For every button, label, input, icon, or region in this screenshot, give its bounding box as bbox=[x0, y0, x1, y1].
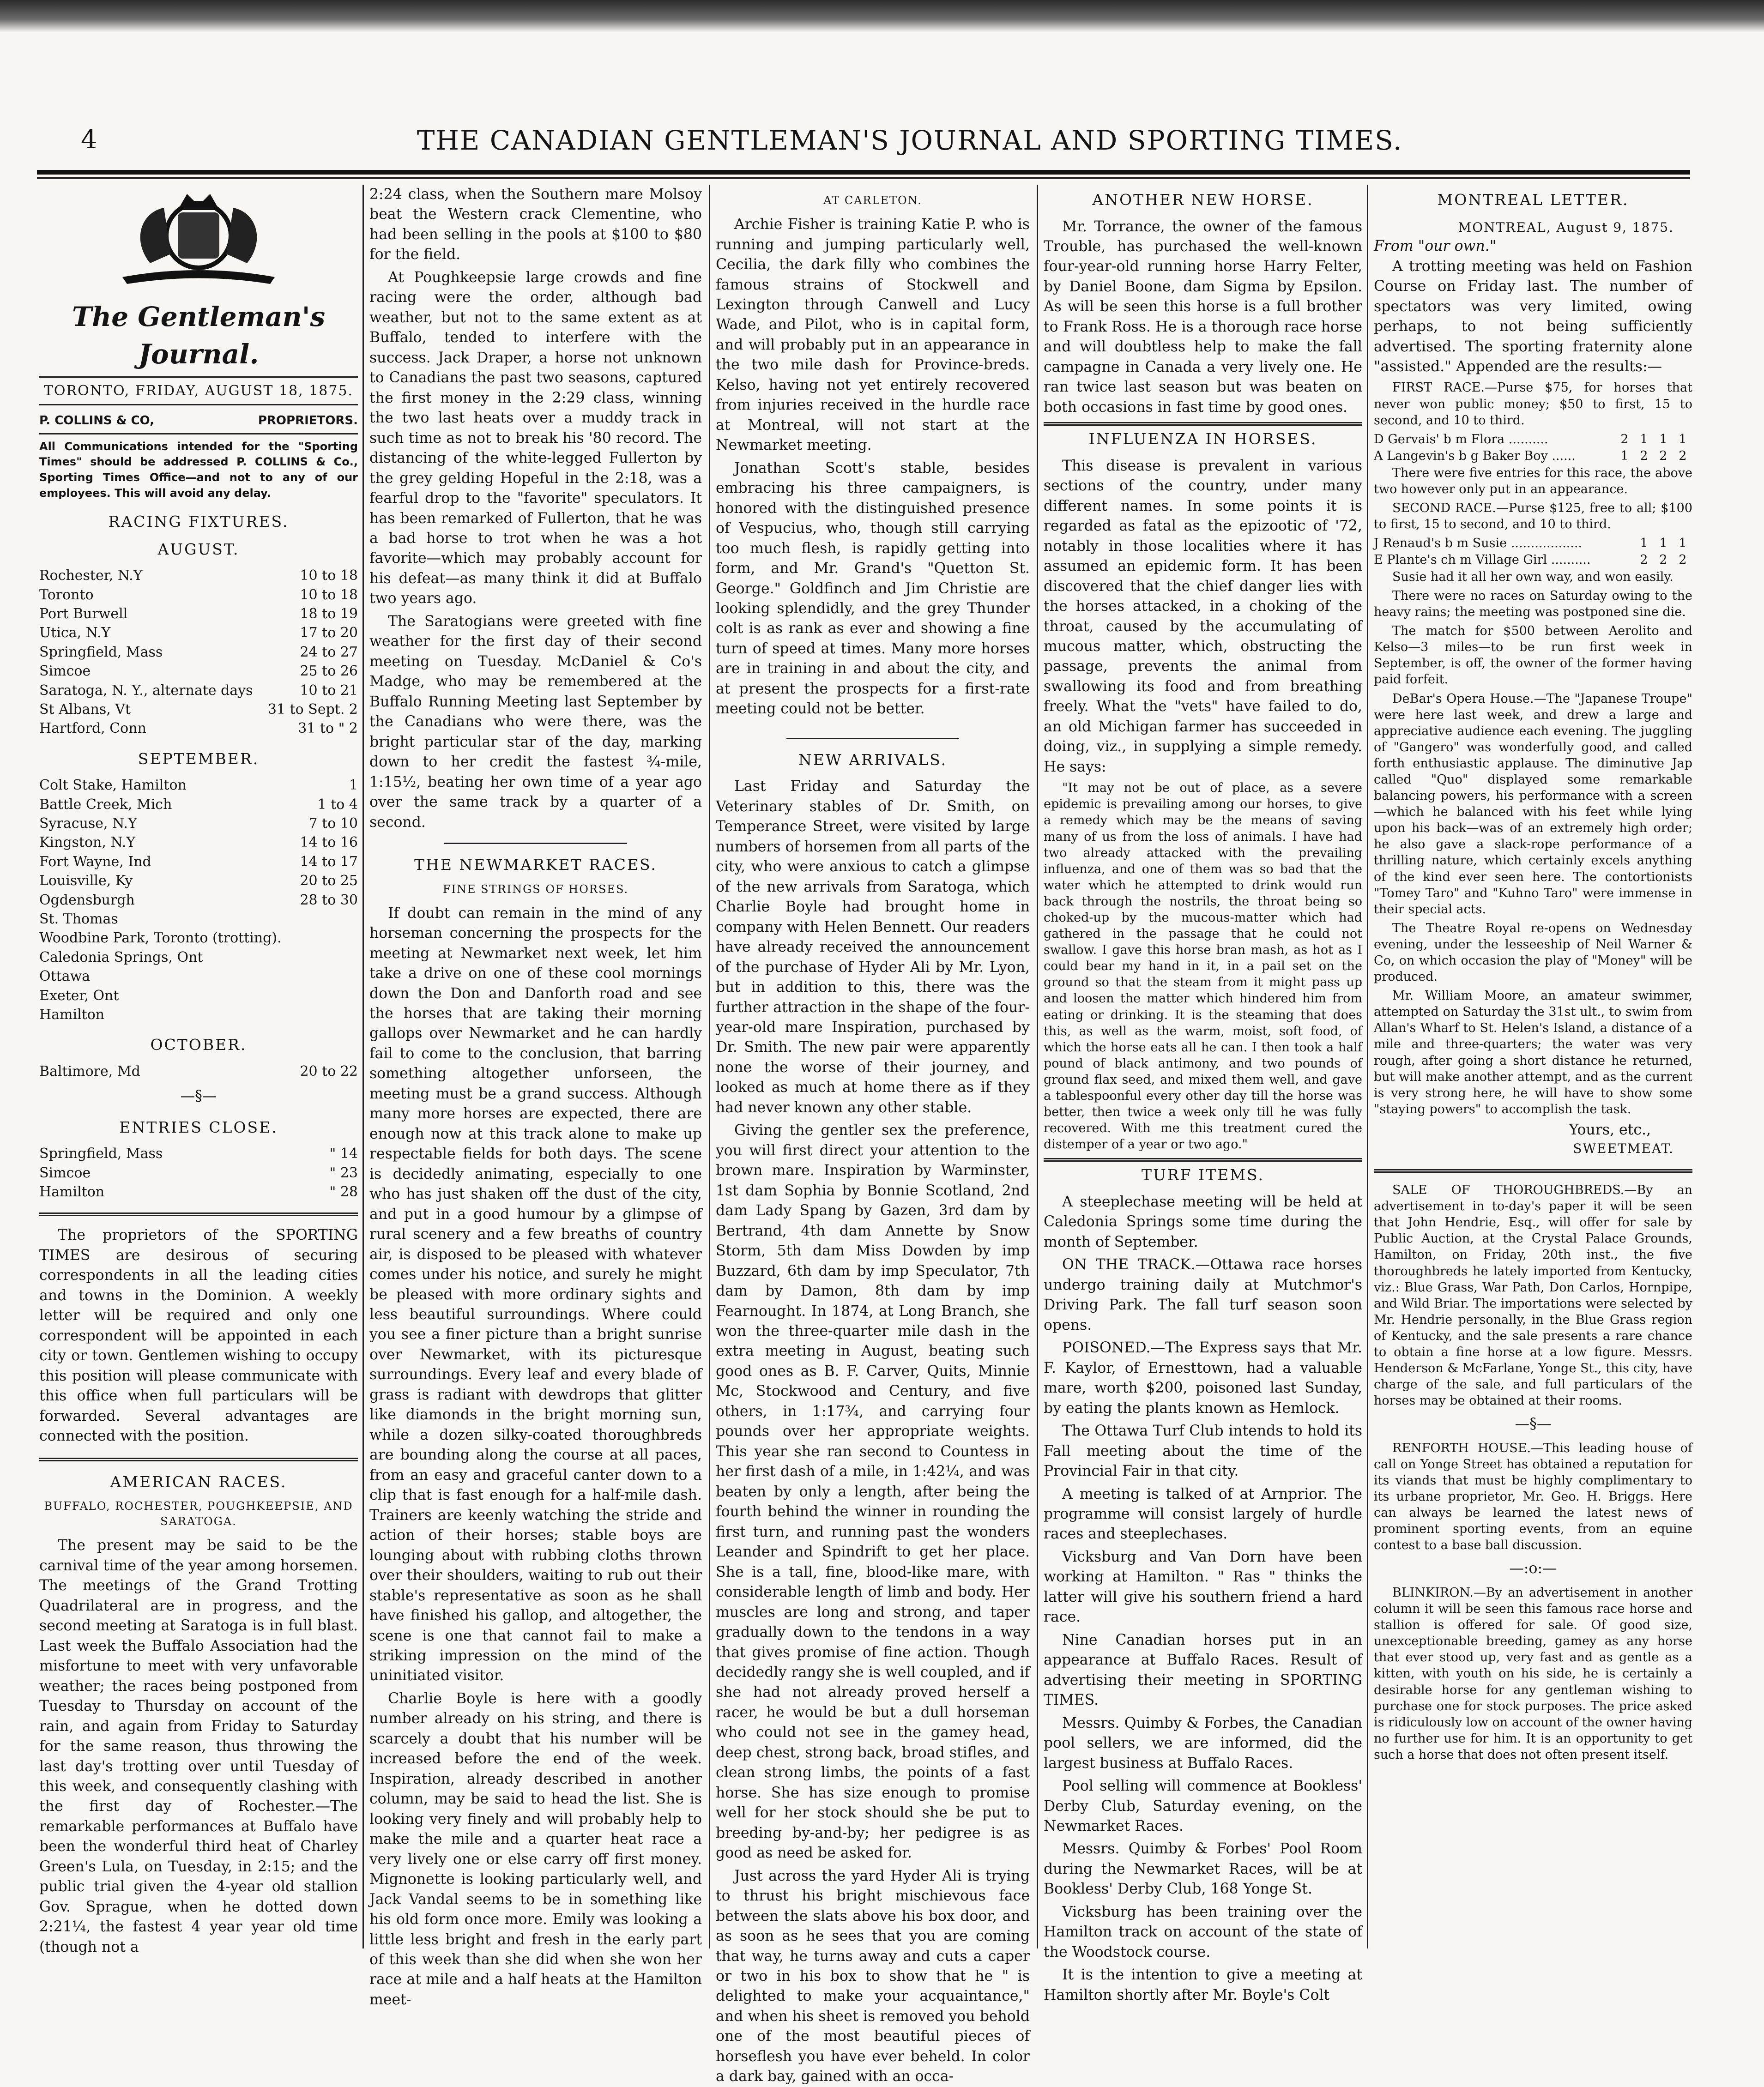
result-row bbox=[1374, 535, 1692, 552]
turf-item: A meeting is talked of at Arnprior. The programme will consist largely of hurdle races and steeplechases. bbox=[1044, 1485, 1362, 1543]
article-paragraph: The match for $500 between Aerolito and Kelso—3 miles—to be run first week in September, is off, the owner of the former having paid forfeit. bbox=[1374, 624, 1692, 687]
article-paragraph: Mr. William Moore, an amateur swimmer, attempted on Saturday the 31st ult., to swim from Allan's Wharf to St. Helen's Island, a distance of a mile and three-quarters; the water was very rough, after going a short distance he returned, but will make another attempt, and as the current is very strong here, he will have to show some "staying powers" to accomplish the task. bbox=[1374, 989, 1692, 1116]
race-note: There were five entries for this race, the above two however only put in an appearance. bbox=[1374, 465, 1692, 496]
section-divider: —§— bbox=[1515, 1416, 1552, 1433]
fixture-venue: St. Thomas bbox=[39, 911, 118, 928]
heat-place: 1 bbox=[1640, 536, 1648, 550]
fixture-venue: St Albans, Vt bbox=[39, 701, 131, 718]
scan-edge bbox=[0, 0, 1764, 32]
column-rule bbox=[1037, 185, 1038, 1948]
fixture-dates: 14 to 16 bbox=[300, 834, 358, 851]
heat-place: 2 bbox=[1620, 432, 1629, 446]
fixture-venue: Caledonia Springs, Ont bbox=[39, 949, 203, 965]
column-1 bbox=[39, 185, 358, 1955]
article-paragraph: The Saratogians were greeted with fine weather for the first day of their second meeting on Tuesday. McDaniel & Co's Madge, who may be remembered at the Buffalo Running Meeting last September by the Canadians who were there, was the bright particular star of the day, marking down to her credit the fastest ¾-mile, 1:15½, beating her own time of a year ago over the same track by a quarter of a second. bbox=[369, 613, 702, 831]
race-description: FIRST RACE.—Purse $75, for horses that never won public money; $50 to first, 15 to second, and 10 to third. bbox=[1374, 380, 1692, 428]
fixture-venue: Syracuse, N.Y bbox=[39, 815, 137, 832]
fixture-venue: Exeter, Ont bbox=[39, 987, 119, 1004]
section-heading: ENTRIES CLOSE. bbox=[119, 1118, 278, 1136]
article-paragraph: The proprietors of the SPORTING TIMES are desirous of securing correspondents in all the leading cities and towns in the Dominion. A weekly letter will be required and only one correspondent will be appointed in each city or town. Gentlemen wishing to occupy this position will please communicate with this office when full particulars will be forwarded. Several advantages are connected with the position. bbox=[39, 1227, 358, 1445]
fixture-row bbox=[39, 929, 358, 947]
section-heading: INFLUENZA IN HORSES. bbox=[1088, 430, 1317, 448]
article-paragraph: The Theatre Royal re-opens on Wednesday evening, under the lesseeship of Neil Warner & Co, on which occasion the play of "Money" will be produced. bbox=[1374, 921, 1692, 984]
fixture-list-august bbox=[39, 566, 358, 738]
heat-place: 1 bbox=[1679, 432, 1687, 446]
section-divider: —:o:— bbox=[1509, 1560, 1557, 1577]
heat-place: 1 bbox=[1620, 449, 1629, 464]
heat-place: 1 bbox=[1679, 536, 1687, 550]
fixture-row bbox=[39, 910, 358, 929]
fixture-venue: Simcoe bbox=[39, 1164, 91, 1181]
fixture-dates: 10 to 21 bbox=[300, 682, 358, 699]
fixture-row bbox=[39, 623, 358, 642]
header-rule bbox=[37, 170, 1690, 175]
turf-item: POISONED.—The Express says that Mr. F. Kaylor, of Ernesttown, had a valuable mare, worth $200, poisoned last Sunday, by eating the plants known as Hemlock. bbox=[1044, 1339, 1362, 1417]
column-2 bbox=[369, 185, 702, 2008]
fixture-row bbox=[39, 833, 358, 852]
heat-place: 2 bbox=[1640, 449, 1648, 464]
fixture-dates: 31 to Sept. 2 bbox=[267, 701, 358, 718]
race-results bbox=[1374, 535, 1692, 569]
fixture-dates: 18 to 19 bbox=[300, 606, 358, 622]
fixture-dates: 20 to 22 bbox=[300, 1063, 358, 1080]
turf-item: Nine Canadian horses put in an appearance at Buffalo Races. Result of advertising their meeting in SPORTING TIMES. bbox=[1044, 1631, 1362, 1709]
fixture-row bbox=[39, 986, 358, 1005]
section-heading: RACING FIXTURES. bbox=[108, 513, 289, 531]
column-3 bbox=[716, 185, 1030, 2085]
section-divider: —§— bbox=[180, 1088, 217, 1105]
fixture-dates: 17 to 20 bbox=[300, 625, 358, 641]
fixture-row bbox=[39, 643, 358, 662]
fixture-list-september bbox=[39, 776, 358, 1024]
fixture-row bbox=[39, 852, 358, 871]
column-4 bbox=[1044, 185, 1362, 2003]
proprietors-label: PROPRIETORS. bbox=[258, 413, 358, 428]
article-paragraph: Jonathan Scott's stable, besides embracing his three campaigners, is honored with the distinguished presence of Vespucius, who, though still carrying too much flesh, is rapidly getting into form, and Mr. Grand's "Quetton St. George." Goldfinch and Jim Christie are looking splendidly, and the grey Thunder colt is as rank as ever and showing a fine turn of speed at times. Many more horses are in training in and about the city, and at present the prospects for a first-rate meeting could not be better. bbox=[716, 459, 1030, 718]
nameplate: The Gentleman's Journal. bbox=[72, 301, 326, 370]
article-paragraph: Charlie Boyle is here with a goodly number already on his string, and there is scarcely a doubt that his number will be increased before the end of the week. Inspiration, already described in another column, may be said to head the list. She is looking very finely and will probably help to make the mile and a quarter heat race a very lively one or else carry off first money. Mignonette is looking particularly well, and Jack Vandal seems to be in something like his old form once more. Emily was looking a little less bright and fresh in the early part of this week than she did when she won her race at mile and a half heats at the Hamilton meet- bbox=[369, 1690, 702, 2008]
fixture-venue: Saratoga, N. Y., alternate days bbox=[39, 682, 253, 699]
fixture-dates: 1 to 4 bbox=[317, 796, 358, 813]
month-heading: SEPTEMBER. bbox=[138, 749, 260, 768]
fixture-venue: Louisville, Ky bbox=[39, 873, 133, 889]
double-rule bbox=[39, 1212, 358, 1216]
article-paragraph: Archie Fisher is training Katie P. who is running and jumping particularly well, Cecilia, the dark filly who combines the famous strains of Stockwell and Lexington through Canwell and Lucy Wade, and Pilot, who is in capital form, and will probably put in an appearance in the two mile dash for Province-breds. Kelso, having not yet entirely recovered from injuries received in the hurdle race at Montreal, will not start at the Newmarket meeting. bbox=[716, 216, 1030, 454]
fixture-row bbox=[39, 948, 358, 967]
turf-item: Vicksburg and Van Dorn have been working at Hamilton. " Ras " thinks the latter will give his southern friend a hard race. bbox=[1044, 1548, 1362, 1626]
section-heading: ANOTHER NEW HORSE. bbox=[1092, 191, 1314, 209]
fixture-venue: Kingston, N.Y bbox=[39, 834, 136, 851]
fixture-venue: Battle Creek, Mich bbox=[39, 796, 172, 813]
fixture-row bbox=[39, 1182, 358, 1201]
letter-closing: Yours, etc., bbox=[1569, 1121, 1651, 1138]
article-paragraph: Last Friday and Saturday the Veterinary stables of Dr. Smith, on Temperance Street, were visited by large numbers of horsemen from all parts of the city, who were anxious to catch a glimpse of the new arrivals from Saratoga, which Charlie Boyle had brought home in company with Helen Bennett. Our readers have already received the announcement of the purchase of Hyder Ali by Mr. Lyon, but in addition to this, there was the further attraction in the shape of the four-year-old mare Inspiration, purchased by Dr. Smith. The new pair were apparently none the worse of their journey, and looked as much at home there as if they had never known any other stable. bbox=[716, 778, 1030, 1116]
royal-crest-icon bbox=[39, 185, 358, 291]
month-heading: AUGUST. bbox=[157, 540, 240, 558]
fixture-dates: 1 bbox=[349, 777, 358, 794]
article-paragraph: Giving the gentler sex the preference, you will first direct your attention to the brown mare. Inspiration by Warminster, 1st dam Sophia by Bonnie Scotland, 2nd dam Lady Spang by Gazen, 3rd dam by Bertrand, 4th dam Annette by Snow Storm, 5th dam Miss Dowden by imp Buzzard, 6th dam by imp Speculator, 7th dam by Damon, 8th dam by imp Fearnought. In 1874, at Long Branch, she won the three-quarter mile dash in the extra meeting in August, beating such good ones as B. F. Carver, Quits, Minnie Mc, Stockwood and Century, and five others, in 1:17¾, and carrying four pounds over her appropriate weights. This year she ran second to Countess in her first dash of a mile, in 1:42¼, and was beaten by only a length, after being the fourth behind the winner in rounding the first turn, and running past the wonders Leander and Spindrift to get her place. She is a tall, fine, blood-like mare, with considerable length of limb and body. Her muscles are long and strong, and taper gradually down to the tendons in a way that gives promise of fine action. Though decidedly rangy she is well coupled, and if she had not already proved herself a racer, he would be but a dull horseman who could not see in the gamey head, deep chest, strong back, broad stifles, and clean strong limbs, the points of a fast horse. She has size enough to promise well for her stock should she be put to breeding by-and-by; her pedigree is as good as need be asked for. bbox=[716, 1122, 1030, 1862]
fixture-dates: 10 to 18 bbox=[300, 586, 358, 603]
section-rule bbox=[786, 738, 959, 739]
double-rule bbox=[39, 1458, 358, 1461]
article-paragraph: SALE OF THOROUGHBREDS.—By an advertisement in to-day's paper it will be seen that John Hendrie, Esq., will offer for sale by Public Auction, at the Crystal Palace Grounds, Hamilton, on Friday, 20th inst., the five thoroughbreds he lately imported from Kentucky, viz.: Blue Grass, War Path, Don Carlos, Hornpipe, and Wild Briar. The importations were selected by Mr. Hendrie personally, in the Blue Grass region of Kentucky, and the sale presents a rare chance to obtain a fine horse at a low figure. Messrs. Henderson & McFarlane, Yonge St., this city, have charge of the sale, and full particulars of the horses may be obtained at their rooms. bbox=[1374, 1183, 1692, 1408]
fixture-venue: Hartford, Conn bbox=[39, 720, 146, 737]
fixture-venue: Utica, N.Y bbox=[39, 625, 111, 641]
double-rule bbox=[1044, 422, 1362, 426]
double-rule bbox=[1374, 1169, 1692, 1173]
fixture-row bbox=[39, 1144, 358, 1163]
fixture-dates: 7 to 10 bbox=[308, 815, 358, 832]
article-paragraph: Mr. Torrance, the owner of the famous Trouble, has purchased the well-known four-year-old running horse Harry Felter, by Daniel Boone, dam Sigma by Epsilon. As will be seen this horse is a full brother to Frank Ross. He is a thorough race horse and will doubtless help to make the fall campagne in Canada a very lively one. He ran twice last season but was beaten on both occasions in fast time by good ones. bbox=[1044, 218, 1362, 416]
fixture-dates: " 14 bbox=[329, 1146, 358, 1162]
article-paragraph: 2:24 class, when the Southern mare Molsoy beat the Western crack Clementine, who had been selling in the pools at $100 to $80 for the field. bbox=[369, 186, 702, 263]
turf-item: ON THE TRACK.—Ottawa race horses undergo training daily at Mutchmor's Driving Park. The fall turf season soon opens. bbox=[1044, 1256, 1362, 1333]
turf-item: A steeplechase meeting will be held at Caledonia Springs some time during the month of September. bbox=[1044, 1193, 1362, 1250]
heat-place: 2 bbox=[1679, 449, 1687, 464]
section-heading: AMERICAN RACES. bbox=[110, 1472, 287, 1491]
fixture-venue: Toronto bbox=[39, 586, 94, 603]
turf-item: It is the intention to give a meeting at Hamilton shortly after Mr. Boyle's Colt bbox=[1044, 1966, 1362, 2003]
article-paragraph: BLINKIRON.—By an advertisement in another column it will be seen this famous race horse and stallion is offered for sale. Of good size, unexceptionable breeding, gamey as any horse that ever stood up, very fast and as gentle as a kitten, with youth on his side, he is certainly a desirable horse for any gentleman wishing to purchase one for stock purposes. The price asked is ridiculously low on account of the owner having no further use for him. It is an opportunity to get such a horse that does not often present itself. bbox=[1374, 1585, 1692, 1762]
article-paragraph: This disease is prevalent in various sections of the country, under many different names. In some points it is regarded as fatal as the epizootic of '72, notably in those localities where it has assumed an epidemic form. It has been discovered that the chief danger lies with the horses attacked, in a choking of the throat, caused by the accumulating of mucous matter, which, obstructing the passage, prevents the animal from swallowing its food and from breathing freely. What the "vets" have failed to do, an old Michigan farmer has succeeded in doing, viz., in supplying a simple remedy. He says: bbox=[1044, 457, 1362, 775]
fixture-venue: Hamilton bbox=[39, 1006, 105, 1023]
heat-place: 1 bbox=[1640, 432, 1648, 446]
heat-place: 2 bbox=[1640, 553, 1648, 567]
fixture-row bbox=[39, 814, 358, 833]
office-notice: All Communications intended for the "Sporting Times" should be addressed P. COLLINS & Co., Sporting Times Office—and not to any of our employees. This will avoid any delay. bbox=[39, 440, 358, 500]
result-row bbox=[1374, 448, 1692, 464]
fixture-venue: Ottawa bbox=[39, 968, 91, 985]
letter-signature: SWEETMEAT. bbox=[1573, 1141, 1674, 1157]
section-subheading: FINE STRINGS OF HORSES. bbox=[442, 882, 629, 896]
result-row bbox=[1374, 431, 1692, 448]
column-rule bbox=[1367, 185, 1368, 1948]
fixture-dates: 28 to 30 bbox=[300, 892, 358, 908]
heat-place: 1 bbox=[1659, 432, 1667, 446]
result-horse: E Plante's ch m Village Girl .......... bbox=[1374, 553, 1591, 567]
fixture-row bbox=[39, 585, 358, 604]
dateline: TORONTO, FRIDAY, AUGUST 18, 1875. bbox=[39, 376, 358, 405]
article-paragraph: Just across the yard Hyder Ali is trying to thrust his bright mischievous face between the slats above his box door, and as soon as he sees that you are coming that way, he turns away and cuts a caper or two in his box to show that he " is delighted to make your acquaintance," and when his sheet is removed you behold one of the most beautiful pieces of horseflesh you have ever beheld. In color a dark bay, gained with an occa- bbox=[716, 1867, 1030, 2085]
section-subheading: BUFFALO, ROCHESTER, POUGHKEEPSIE, AND SARATOGA. bbox=[44, 1500, 353, 1528]
fixture-venue: Ogdensburgh bbox=[39, 892, 135, 908]
fixture-dates: " 28 bbox=[329, 1184, 358, 1200]
article-paragraph: The present may be said to be the carnival time of the year among horsemen. The meetings of the Grand Trotting Quadrilateral are in progress, and the second meeting at Saratoga is in full blast. Last week the Buffalo Association had the misfortune to meet with very unfavorable weather; the races being postponed from Tuesday to Thursday on account of the rain, and again from Friday to Saturday for the same reason, thus throwing the last day's trotting over until Tuesday of this week, and consequently clashing with the first day of Rochester.—The remarkable performances at Buffalo have been the wonderful third heat of Charley Green's Lula, on Tuesday, in 2:15; and the public trial given the 4-year old stallion Gov. Sprague, when he dotted down 2:21¼, the fastest 4 year year old time (though not a bbox=[39, 1537, 358, 1955]
fixture-row bbox=[39, 967, 358, 986]
fixture-venue: Rochester, N.Y bbox=[39, 567, 143, 584]
race-results bbox=[1374, 431, 1692, 465]
turf-item: The Ottawa Turf Club intends to hold its Fall meeting about the time of the Provincial Fair in that city. bbox=[1044, 1423, 1362, 1480]
fixture-row bbox=[39, 604, 358, 623]
section-heading: THE NEWMARKET RACES. bbox=[414, 856, 657, 874]
heat-place: 2 bbox=[1659, 553, 1667, 567]
result-horse: J Renaud's b m Susie .................. bbox=[1374, 536, 1583, 550]
section-heading: MONTREAL LETTER. bbox=[1437, 191, 1629, 209]
article-paragraph: DeBar's Opera House.—The "Japanese Troupe" were here last week, and drew a large and appreciative audience each evening. The juggling of "Gangero" was wonderfully good, and called forth enthusiastic applause. The diminutive Jap called "Quo" displayed some remarkable balancing powers, his performance with a screen—which he balanced with his feet while lying upon his back—was of an extremely high order; he also gave a slack-rope performance of a thrilling nature, which certainly excels anything of the kind ever seen here. The contortionists "Tomey Taro" and "Kuhno Taro" were immense in their special acts. bbox=[1374, 691, 1692, 917]
fixture-row bbox=[39, 662, 358, 681]
letter-dateline: MONTREAL, August 9, 1875. bbox=[1458, 219, 1674, 235]
fixture-venue: Hamilton bbox=[39, 1184, 105, 1200]
fixture-row bbox=[39, 681, 358, 700]
fixture-dates: 24 to 27 bbox=[300, 644, 358, 660]
fixture-row bbox=[39, 1164, 358, 1182]
article-paragraph: RENFORTH HOUSE.—This leading house of call on Yonge Street has obtained a reputation for its viands that must be highly complimentary to its urbane proprietor, Mr. Geo. H. Briggs. Here can always be learned the latest news of prominent sporting events, from an equine contest to a base ball discussion. bbox=[1374, 1441, 1692, 1553]
fixture-dates: 14 to 17 bbox=[300, 853, 358, 870]
page-header bbox=[37, 125, 1727, 162]
turf-item: Messrs. Quimby & Forbes' Pool Room during the Newmarket Races, will be at Bookless' Derby Club, 168 Yonge St. bbox=[1044, 1840, 1362, 1898]
masthead-title: THE CANADIAN GENTLEMAN'S JOURNAL AND SPORTING TIMES. bbox=[417, 125, 1403, 156]
result-horse: A Langevin's b g Baker Boy ...... bbox=[1374, 449, 1576, 464]
fixture-venue: Springfield, Mass bbox=[39, 644, 163, 660]
fixture-dates: 20 to 25 bbox=[300, 873, 358, 889]
fixture-row bbox=[39, 719, 358, 738]
heat-place: 2 bbox=[1679, 553, 1687, 567]
fixture-list-october bbox=[39, 1062, 358, 1081]
column-rule bbox=[362, 185, 364, 1948]
fixture-venue: Springfield, Mass bbox=[39, 1146, 163, 1162]
fixture-row bbox=[39, 891, 358, 910]
section-subheading: AT CARLETON. bbox=[823, 194, 922, 207]
heat-place: 2 bbox=[1659, 449, 1667, 464]
quoted-letter: "It may not be out of place, as a severe epidemic is prevailing among our horses, to give a remedy which may be the means of saving many of us from the loss of animals. I have had two already attacked with the prevailing influenza, and one of them was so bad that the water which he attempted to drink would run back through the nostrils, the throat being so choked-up by the mucous-matter which had gathered in the passage that he could not swallow. I gave this horse bran mash, as hot as I could bear my hand in it, in a pail set on the ground so that the steam from it might pass up and loosen the matter which hindered him from eating or drinking. It is the steaming that does this, as well as the warm, moist, soft food, of which the horse eats all he can. I then took a half pound of black antimony, and two pounds of ground flax seed, and mixed them well, and gave a tablespoonful every other day till the horse was better, then twice a week only till he was fully recovered. With me this treatment cured the distemper of a year or two ago." bbox=[1044, 781, 1362, 1152]
turf-item: Messrs. Quimby & Forbes, the Canadian pool sellers, we are informed, did the largest business at Buffalo Races. bbox=[1044, 1714, 1362, 1772]
fixture-row bbox=[39, 1062, 358, 1081]
page-number: 4 bbox=[81, 125, 97, 155]
article-paragraph: A trotting meeting was held on Fashion Course on Friday last. The number of spectators was very limited, owing perhaps, to not being sufficiently advertised. The sporting fraternity alone "assisted." Appended are the results:— bbox=[1374, 258, 1692, 375]
fixture-row bbox=[39, 566, 358, 585]
result-horse: D Gervais' b m Flora .......... bbox=[1374, 432, 1548, 446]
article-paragraph: At Poughkeepsie large crowds and fine racing were the order, although bad weather, but not to the same extent as at Buffalo, tended to interfere with the success. Jack Draper, a horse not unknown to Canadians the past two seasons, captured the first money in the 2:29 class, winning the two last heats over a muddy track in such time as not to break his '80 record. The distancing of the white-legged Fullerton by the grey gelding Hopeful in the 2:18, was a fearful drop to the "favorite" speculators. It has been remarked of Fullerton, that he was a bad horse to trot when he was a hot favorite—which may probably account for his defeat—as many think it did at Buffalo two years ago. bbox=[369, 269, 702, 607]
fixture-venue: Baltimore, Md bbox=[39, 1063, 140, 1080]
column-rule bbox=[709, 185, 710, 1948]
heat-place: 1 bbox=[1659, 536, 1667, 550]
fixture-venue: Port Burwell bbox=[39, 606, 128, 622]
fixture-venue: Fort Wayne, Ind bbox=[39, 853, 151, 870]
fixture-dates: " 23 bbox=[329, 1164, 358, 1181]
turf-item: Pool selling will commence at Bookless' Derby Club, Saturday evening, on the Newmarket Races. bbox=[1044, 1778, 1362, 1834]
race-note: Susie had it all her own way, and won easily. bbox=[1392, 569, 1673, 584]
section-heading: TURF ITEMS. bbox=[1142, 1166, 1264, 1184]
proprietors-line bbox=[39, 409, 358, 434]
fixture-row bbox=[39, 776, 358, 795]
fixture-row bbox=[39, 871, 358, 890]
month-heading: OCTOBER. bbox=[150, 1036, 247, 1054]
double-rule bbox=[1044, 1158, 1362, 1162]
fixture-row bbox=[39, 700, 358, 719]
column-5 bbox=[1374, 185, 1692, 1948]
article-paragraph: If doubt can remain in the mind of any horseman concerning the prospects for the meeting at Newmarket next week, let him take a drive on one of these cool mornings down the Don and Danforth road and see the horses that are taking their morning gallops over Newmarket and he can hardly fail to come to the conclusion, that barring something altogether unforseen, the meeting must be a grand success. Although many more horses are expected, there are enough now at this track alone to make up respectable fields for both days. The scene is decidedly animating, especially to one who has just shaken off the dust of the city, and put in a good humour by a glimpse of rural scenery and a few breaths of country air, is disposed to be pleased with whatever comes under his notice, and surely he might be pleased with more ordinary sights and less beautiful surroundings. Where could you see a finer picture than a bright sunrise over Newmarket, with its picturesque surroundings. Every leaf and every blade of grass is radiant with dewdrops that glitter like diamonds in the bright morning sun, while a dozen silky-coated thoroughbreds are bounding along the course at all paces, from an easy and graceful canter down to a clip that is fast enough for a half-mile dash. Trainers are keenly watching the stride and action of their horses; stable boys are lounging about with rubbing cloths thrown over their shoulders, waiting to rub out their stable's representative as soon as he shall have finished his gallop, and altogether, the scene is one that cannot fail to make a striking impression on the mind of the uninitiated visitor. bbox=[369, 905, 702, 1684]
fixture-venue: Woodbine Park, Toronto (trotting). bbox=[39, 930, 282, 947]
result-row bbox=[1374, 552, 1692, 568]
header-rule-thin bbox=[37, 177, 1690, 179]
fixture-venue: Colt Stake, Hamilton bbox=[39, 777, 187, 794]
section-rule bbox=[444, 843, 627, 844]
fixture-dates: 25 to 26 bbox=[300, 663, 358, 680]
fixture-row bbox=[39, 1005, 358, 1024]
fixture-venue: Simcoe bbox=[39, 663, 91, 680]
article-paragraph: There were no races on Saturday owing to the heavy rains; the meeting was postponed sine die. bbox=[1374, 588, 1692, 620]
entries-list bbox=[39, 1144, 358, 1201]
fixture-dates: 31 to " 2 bbox=[298, 720, 358, 737]
turf-item: Vicksburg has been training over the Hamilton track on account of the state of the Woodstock course. bbox=[1044, 1903, 1362, 1960]
fixture-dates: 10 to 18 bbox=[300, 567, 358, 584]
fixture-row bbox=[39, 795, 358, 814]
letter-from: From "our own." bbox=[1374, 238, 1497, 255]
publisher-name: P. COLLINS & CO, bbox=[39, 413, 154, 428]
race-description: SECOND RACE.—Purse $125, free to all; $100 to first, 15 to second, and 10 to third. bbox=[1374, 501, 1692, 531]
section-heading: NEW ARRIVALS. bbox=[798, 750, 948, 769]
